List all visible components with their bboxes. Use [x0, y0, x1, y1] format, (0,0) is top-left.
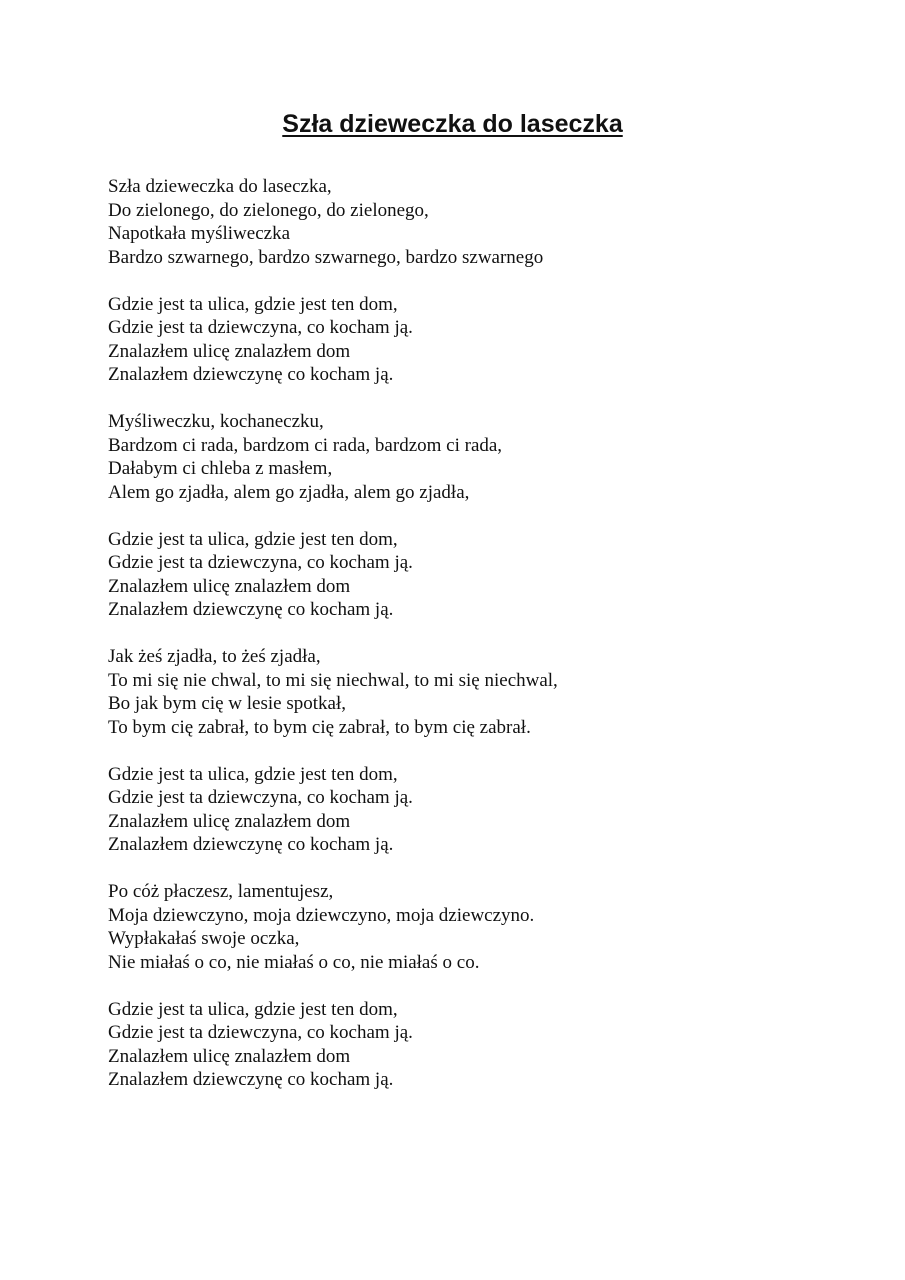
lyric-line: Jak żeś zjadła, to żeś zjadła,: [108, 646, 321, 667]
lyric-line: Bardzo szwarnego, bardzo szwarnego, bardzo szwarnego: [108, 246, 544, 268]
stanza-4-chorus: [108, 528, 868, 622]
lyric-line: Szła dzieweczka do laseczka,: [108, 176, 332, 197]
lyric-line: Gdzie jest ta dziewczyna, co kocham ją.: [108, 317, 413, 338]
lyric-line: Gdzie jest ta dziewczyna, co kocham ją.: [108, 552, 413, 573]
lyric-line: Gdzie jest ta ulica, gdzie jest ten dom,: [108, 528, 398, 550]
lyrics-body: [108, 175, 868, 1115]
stanza-6-chorus: [108, 763, 868, 857]
lyric-line: Znalazłem dziewczynę co kocham ją.: [108, 1069, 394, 1090]
lyric-line: To bym cię zabrał, to bym cię zabrał, to bym cię zabrał.: [108, 716, 531, 738]
stanza-1: [108, 175, 868, 269]
stanza-5: [108, 645, 868, 739]
lyric-line: Napotkała myśliweczka: [108, 223, 291, 244]
lyric-line: Znalazłem ulicę znalazłem dom: [108, 810, 351, 832]
lyric-line: To mi się nie chwal, to mi się niechwal, to mi się niechwal,: [108, 669, 558, 691]
lyric-line: Znalazłem ulicę znalazłem dom: [108, 340, 351, 362]
lyric-line: Moja dziewczyno, moja dziewczyno, moja dziewczyno.: [108, 904, 535, 926]
lyric-line: Bo jak bym cię w lesie spotkał,: [108, 693, 346, 714]
stanza-3: [108, 410, 868, 504]
lyric-line: Bardzom ci rada, bardzom ci rada, bardzom ci rada,: [108, 434, 503, 456]
stanza-7: [108, 880, 868, 974]
stanza-2-chorus: [108, 293, 868, 387]
lyric-line: Myśliweczku, kochaneczku,: [108, 411, 324, 432]
lyric-line: Znalazłem dziewczynę co kocham ją.: [108, 364, 394, 385]
lyric-line: Gdzie jest ta dziewczyna, co kocham ją.: [108, 787, 413, 808]
lyric-line: Znalazłem dziewczynę co kocham ją.: [108, 599, 394, 620]
page-title: Szła dzieweczka do laseczka: [282, 110, 623, 138]
lyric-line: Znalazłem dziewczynę co kocham ją.: [108, 834, 394, 855]
lyric-line: Do zielonego, do zielonego, do zielonego,: [108, 199, 429, 221]
lyric-line: Wypłakałaś swoje oczka,: [108, 928, 300, 949]
lyric-line: Gdzie jest ta ulica, gdzie jest ten dom,: [108, 763, 398, 785]
lyric-line: Nie miałaś o co, nie miałaś o co, nie miałaś o co.: [108, 951, 480, 973]
lyric-line: Gdzie jest ta ulica, gdzie jest ten dom,: [108, 998, 398, 1020]
lyric-line: Gdzie jest ta dziewczyna, co kocham ją.: [108, 1022, 413, 1043]
stanza-8-chorus: [108, 998, 868, 1092]
lyric-line: Znalazłem ulicę znalazłem dom: [108, 575, 351, 597]
lyric-line: Dałabym ci chleba z masłem,: [108, 458, 333, 479]
lyric-line: Znalazłem ulicę znalazłem dom: [108, 1045, 351, 1067]
lyric-line: Alem go zjadła, alem go zjadła, alem go zjadła,: [108, 481, 470, 503]
lyric-line: Gdzie jest ta ulica, gdzie jest ten dom,: [108, 293, 398, 315]
lyric-line: Po cóż płaczesz, lamentujesz,: [108, 881, 334, 902]
